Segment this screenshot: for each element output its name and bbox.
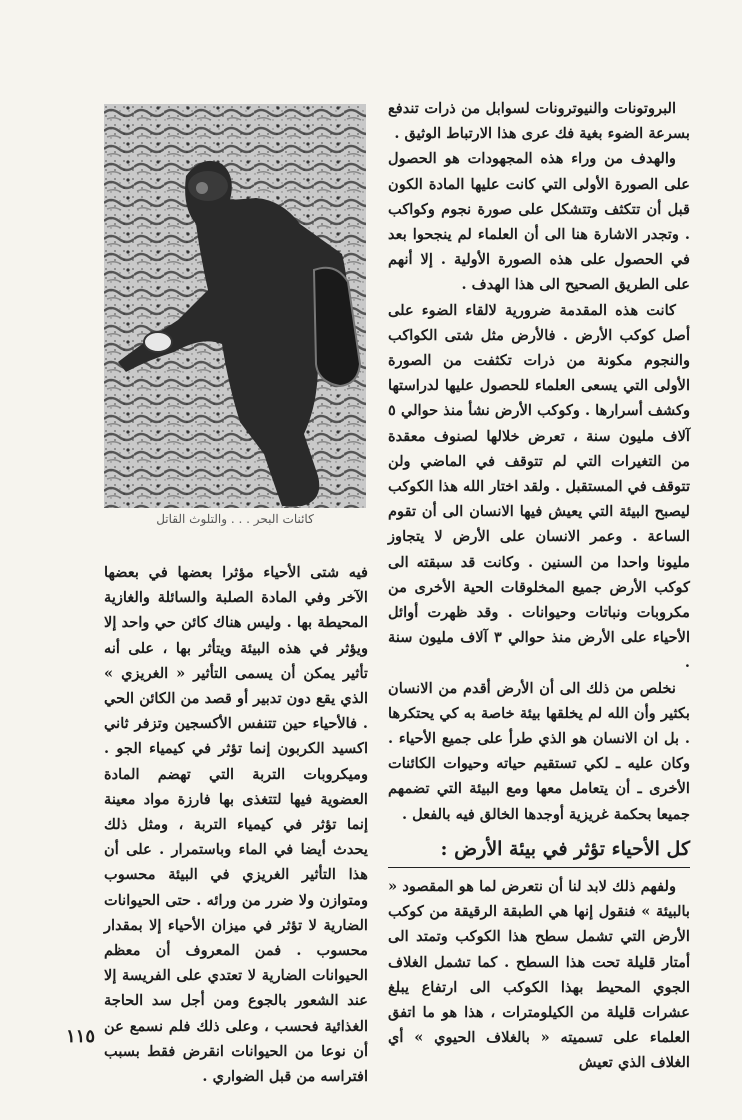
paragraph: كانت هذه المقدمة ضرورية لالقاء الضوء على أصل كوكب الأرض . فالأرض مثل شتى الكواكب والنجوم مكونة من ذرات تكثفت من الصورة الأولى التي يسعى العلماء للحصول عليها لدراستها وكشف أسرارها . وكوكب الأرض نشأ منذ حوالي ٥ آلاف مليون سنة ، تعرض خلالها لصنوف معقدة من التغيرات التي لم تتوقف في الماضي ولن تتوقف في المستقبل . ولقد اختار الله هذا الكوكب ليصبح البيئة التي يعيش فيها الانسان الى أن تقوم الساعة . وعمر الانسان على الأرض لا يتجاوز مليونا واحدا من السنين . وكانت قد سبقته الى كوكب الأرض جميع المخلوقات الحية الأخرى من مكروبات ونباتات وحيوانات . وقد ظهرت أوائل الأحياء على الأرض منذ حوالي ٣ آلاف مليون سنة . <box>388 301 690 672</box>
right-text-column <box>388 96 690 1088</box>
paragraph: والهدف من وراء هذه المجهودات هو الحصول على الصورة الأولى التي كانت عليها المادة الكون قبل أن تتكثف وتتشكل على صورة نجوم وكواكب . وتجدر الاشارة هنا الى أن العلماء لم ينجحوا بعد في الحصول على هذه الصورة الأولية . إلا أنهم على الطريق الصحيح الى هذا الهدف . <box>388 150 690 294</box>
page-number: ١١٥ <box>66 1026 96 1047</box>
left-text-column <box>104 560 368 1086</box>
paragraph: فيه شتى الأحياء مؤثرا بعضها في بعضها الآخر وفي المادة الصلبة والسائلة والغازية المحيطة بها . وليس هناك كائن حي واحد إلا ويؤثر في هذه البيئة ويتأثر بها ، على أنه تأثير يمكن أن يسمى التأثير « الغريزي » الذي يقع دون تدبير أو قصد من الكائن الحي . فالأحياء حين تتنفس الأكسجين وتزفر ثاني اكسيد الكربون إنما تؤثر في كيمياء الجو . وميكروبات التربة التي تهضم المادة العضوية فيها لتتغذى بها فارزة مواد معينة إنما تؤثر في كيمياء التربة ، ومثل ذلك يحدث أيضا في الماء وباستمرار . على أن هذا التأثير الغريزي في البيئة محسوب ومتوازن ولا ضرر من ورائه . حتى الحيوانات الضارية لا تؤثر في ميزان الأحياء إلا بمقدار محسوب . فمن المعروف أن معظم الحيوانات الضارية لا تعتدي على الفريسة إلا عند الشعور بالجوع ومن أجل سد الحاجة الغذائية فحسب ، وعلى ذلك فلم نسمع عن أن نوعا من الحيوانات انقرض فقط بسبب افتراسه من قبل الضواري . <box>104 564 368 1086</box>
diver-photo <box>104 104 366 508</box>
paragraph: نخلص من ذلك الى أن الأرض أقدم من الانسان بكثير وأن الله لم يخلقها بيئة خاصة به كي يحتكرها . بل ان الانسان هو الذي طرأ على جميع الأحياء . وكان عليه ـ لكي تستقيم حياته وحيوات الكائنات الأخرى ـ أن يتعامل معها ومع البيئة التي تضمهم جميعا بحكمة غريزية أوجدها الخالق فيه بالفعل . <box>388 679 690 823</box>
paragraph: ولفهم ذلك لابد لنا أن نتعرض لما هو المقصود « بالبيئة » فنقول إنها هي الطبقة الرقيقة من كوكب الأرض التي تشمل سطح هذا الكوكب وتمتد الى أمتار قليلة تحت هذا السطح . كما تشمل الغلاف الجوي المحيط بهذا الكوكب الى ارتفاع يبلغ عشرات قليلة من الكيلومترات ، هذا هو ما اتفق العلماء على تسميته « بالغلاف الحيوي » أي الغلاف الذي تعيش <box>388 877 690 1072</box>
photo-caption: كائنات البحر . . . والتلوث القاتل <box>156 512 314 526</box>
paragraph: البروتونات والنيوترونات لسوابل من ذرات تندفع بسرعة الضوء بغية فك عرى هذا الارتباط الوثيق . <box>388 100 690 143</box>
section-heading: كل الأحياء تؤثر في بيئة الأرض : <box>388 833 690 868</box>
diver-photo-graphic <box>104 104 366 508</box>
